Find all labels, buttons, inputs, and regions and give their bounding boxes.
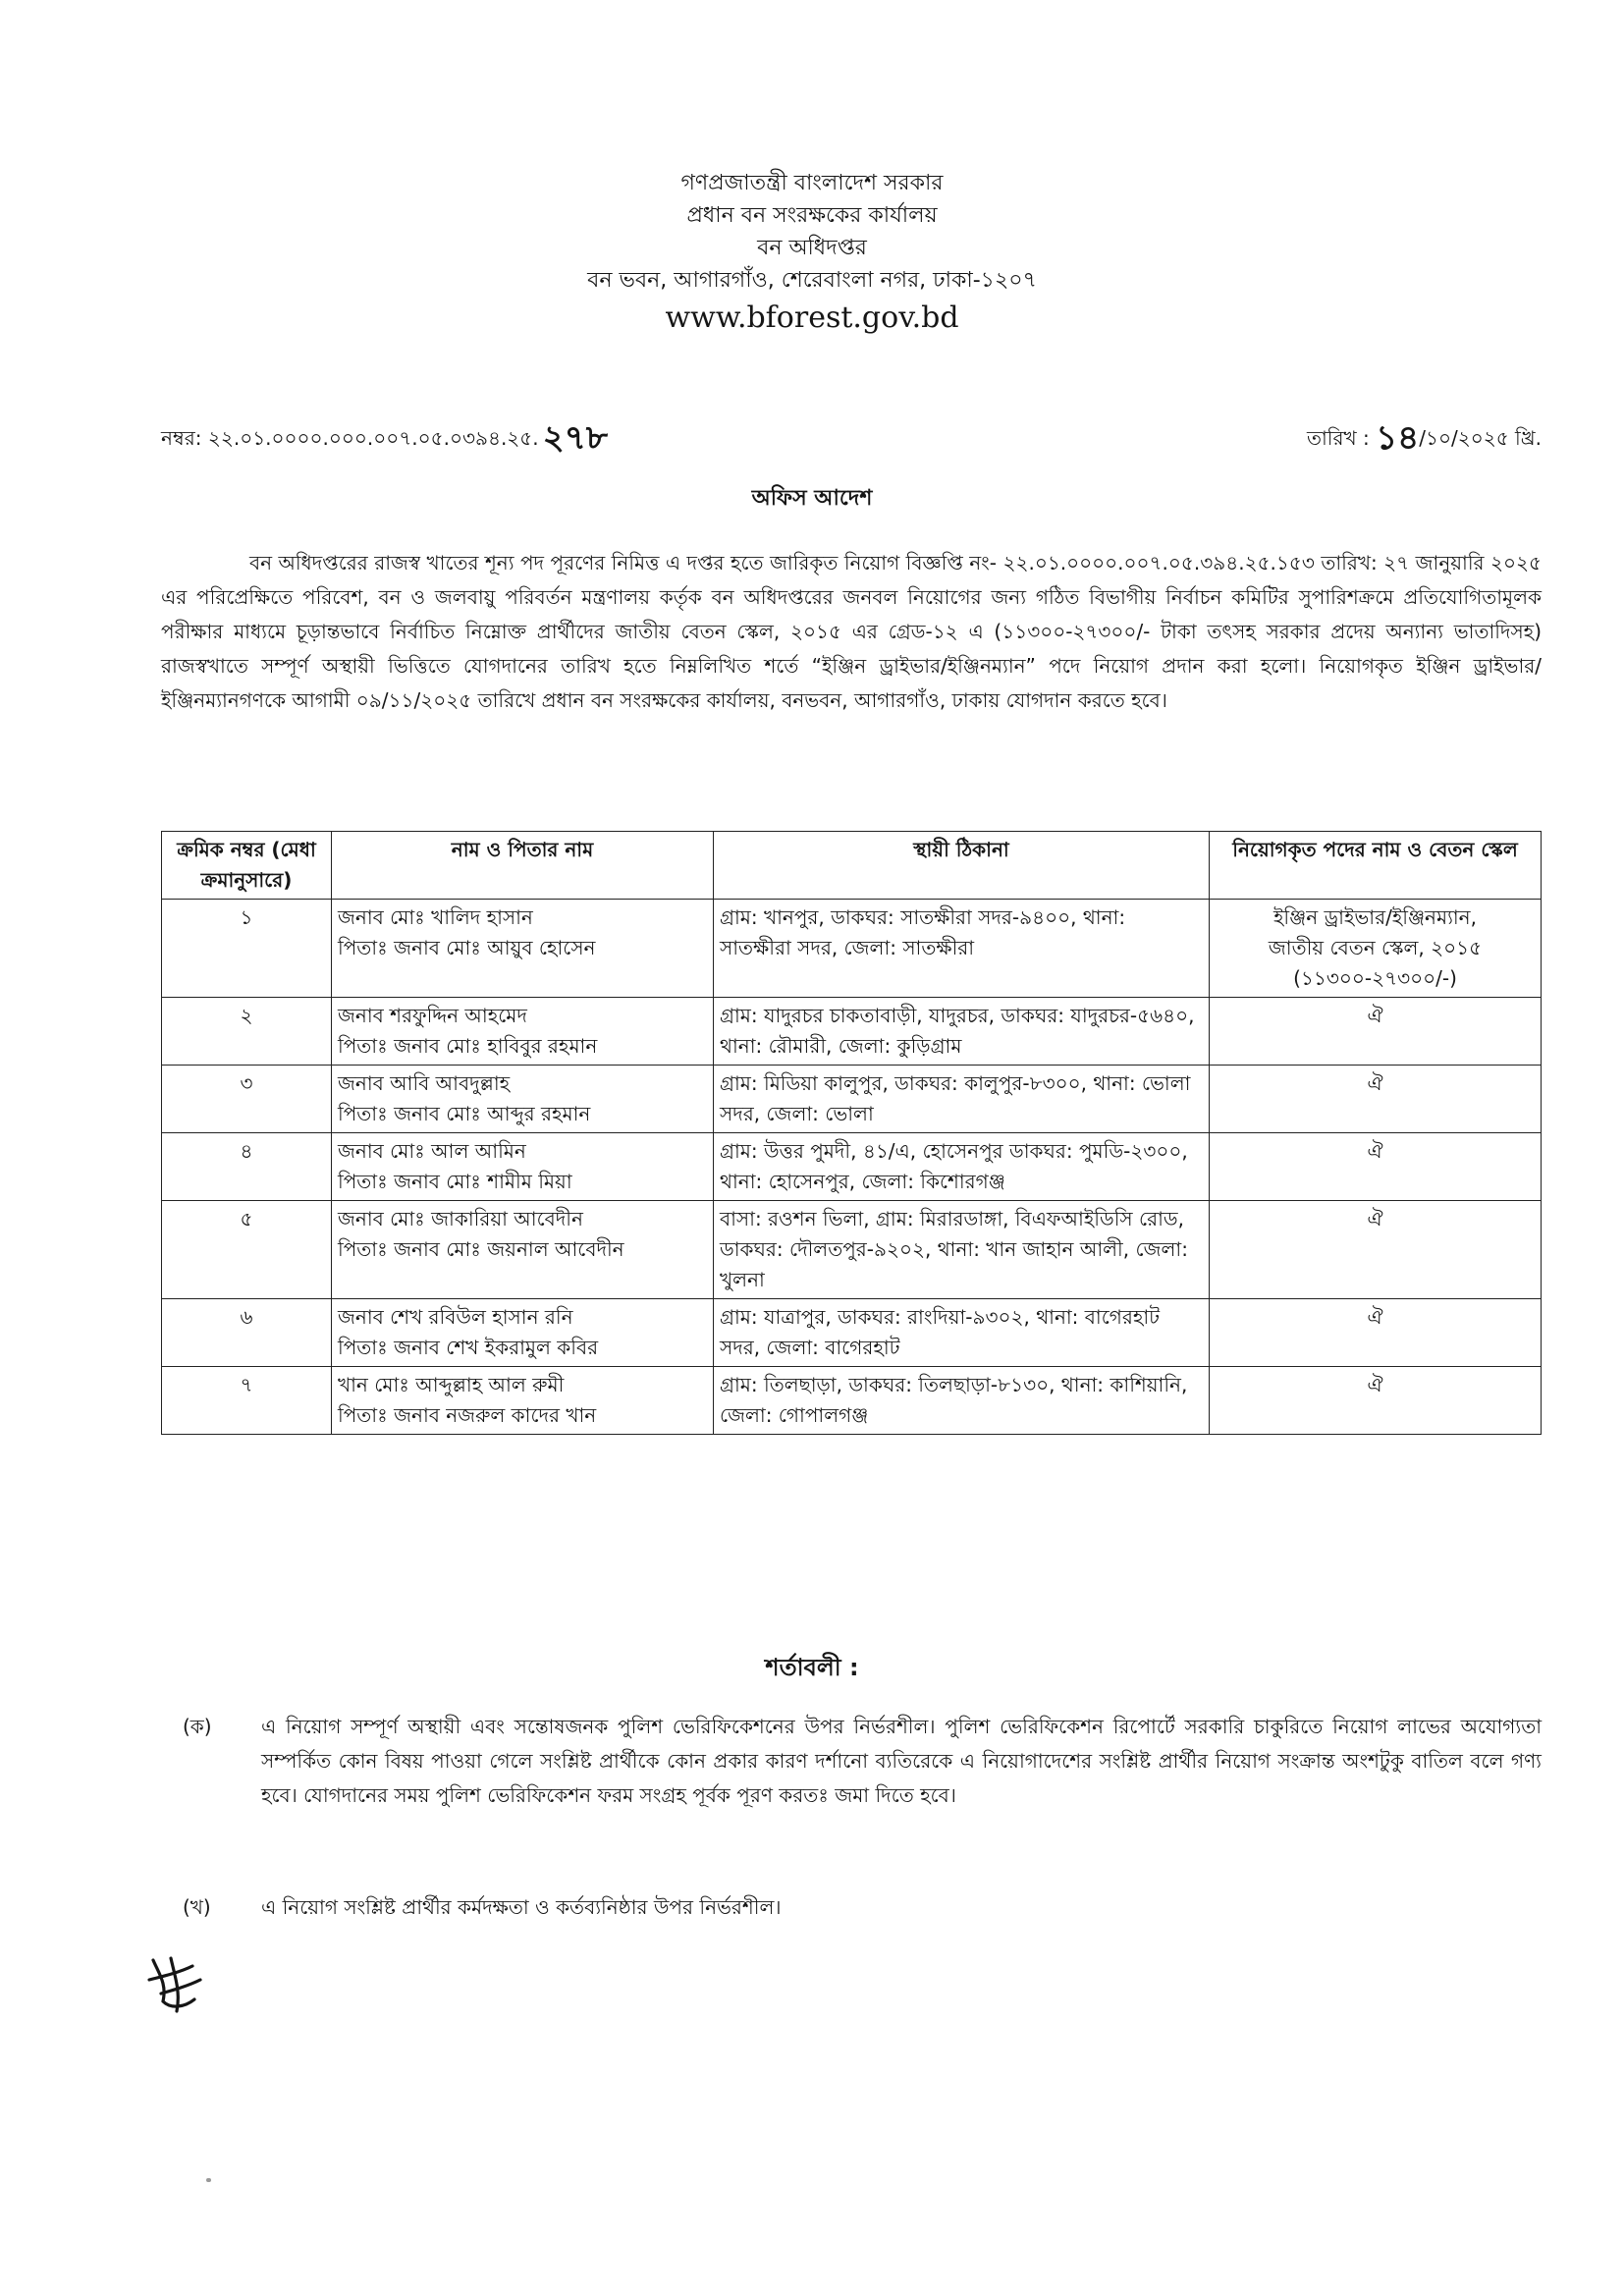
serial-cell: ৪ bbox=[162, 1133, 332, 1201]
condition-label: (ক) bbox=[183, 1715, 212, 1738]
father-name: পিতাঃ জনাব মোঃ আব্দুর রহমান bbox=[338, 1102, 591, 1125]
govt-name: গণপ্রজাতন্ত্রী বাংলাদেশ সরকার bbox=[680, 171, 944, 195]
memo-date bbox=[1307, 412, 1542, 468]
office-address: বন ভবন, আগারগাঁও, শেরেবাংলা নগর, ঢাকা-১২০৭ bbox=[587, 268, 1037, 293]
post-title: ইঞ্জিন ড্রাইভার/ইঞ্জিনম্যান, bbox=[1273, 905, 1477, 929]
candidate-name: জনাব শরফুদ্দিন আহমেদ bbox=[338, 1004, 527, 1027]
post-cell: ঐ bbox=[1210, 998, 1542, 1066]
memo-handwritten-number: ২৭৮ bbox=[542, 418, 608, 458]
candidate-name: খান মোঃ আব্দুল্লাহ আল রুমী bbox=[338, 1373, 565, 1396]
name-cell bbox=[332, 1066, 714, 1133]
condition-label: (খ) bbox=[183, 1895, 211, 1919]
pay-scale-name: জাতীয় বেতন স্কেল, ২০১৫ bbox=[1268, 936, 1483, 959]
scan-speck bbox=[206, 2178, 211, 2182]
order-body: বন অধিদপ্তরের রাজস্ব খাতের শূন্য পদ পূরণের নিমিত্ত এ দপ্তর হতে জারিকৃত নিয়োগ বিজ্ঞপ্তি নং- ২২.০১.০০০০.০০৭.০৫.৩৯৪.২৫.১৫৩ তারিখ: ২৭ জানুয়ারি ২০২৫ এর পরিপ্রেক্ষিতে পরিবেশ, বন ও জলবায়ু পরিবর্তন মন্ত্রণালয় কর্তৃক বন অধিদপ্তরের জনবল নিয়োগের জন্য গঠিত বিভাগীয় নির্বাচন কমিটির সুপারিশক্রমে প্রতিযোগিতামূলক পরীক্ষার মাধ্যমে চূড়ান্তভাবে নির্বাচিত নিম্নোক্ত প্রার্থীদের জাতীয় বেতন স্কেল, ২০১৫ এর গ্রেড-১২ এ (১১৩০০-২৭৩০০/- টাকা তৎসহ সরকার প্রদেয় অন্যান্য ভাতাদিসহ) রাজস্বখাতে সম্পূর্ণ অস্থায়ী ভিত্তিতে যোগদানের তারিখ হতে নিম্নলিখিত শর্তে “ইঞ্জিন ড্রাইভার/ইঞ্জিনম্যান” পদে নিয়োগ প্রদান করা হলো। নিয়োগকৃত ইঞ্জিন ড্রাইভার/ইঞ্জিনম্যানগণকে আগামী ০৯/১১/২০২৫ তারিখে প্রধান বন সংরক্ষকের কার্যালয়, বনভবন, আগারগাঁও, ঢাকায় যোগদান করতে হবে। bbox=[161, 551, 1542, 712]
post-cell: ঐ bbox=[1210, 1299, 1542, 1367]
appointee-table bbox=[161, 831, 1542, 1435]
post-cell bbox=[1210, 900, 1542, 998]
condition-text: এ নিয়োগ সম্পূর্ণ অস্থায়ী এবং সন্তোষজনক পুলিশ ভেরিফিকেশনের উপর নির্ভরশীল। পুলিশ ভেরিফিকেশন রিপোর্টে সরকারি চাকুরিতে নিয়োগ লাভের অযোগ্যতা সম্পর্কিত কোন বিষয় পাওয়া গেলে সংশ্লিষ্ট প্রার্থীকে কোন প্রকার কারণ দর্শানো ব্যতিরেকে এ নিয়োগাদেশের সংশ্লিষ্ট প্রার্থীর নিয়োগ সংক্রান্ত অংশটুকু বাতিল বলে গণ্য হবে। যোগদানের সময় পুলিশ ভেরিফিকেশন ফরম সংগ্রহ পূর্বক পূরণ করতঃ জমা দিতে হবে। bbox=[261, 1715, 1542, 1807]
conditions-title: শর্তাবলী : bbox=[765, 1654, 859, 1681]
father-name: পিতাঃ জনাব মোঃ আয়ুব হোসেন bbox=[338, 936, 596, 959]
father-name: পিতাঃ জনাব নজরুল কাদের খান bbox=[338, 1403, 597, 1427]
department-name: বন অধিদপ্তর bbox=[757, 236, 867, 260]
document-title: অফিস আদেশ bbox=[751, 486, 873, 511]
col-name-header: নাম ও পিতার নাম bbox=[332, 832, 714, 900]
table-row bbox=[162, 998, 1542, 1066]
address-cell: গ্রাম: যাত্রাপুর, ডাকঘর: রাংদিয়া-৯৩০২, থানা: বাগেরহাট সদর, জেলা: বাগেরহাট bbox=[714, 1299, 1210, 1367]
table-row bbox=[162, 1066, 1542, 1133]
date-day-handwritten: ১৪ bbox=[1376, 418, 1420, 458]
table-row bbox=[162, 1201, 1542, 1299]
post-cell: ঐ bbox=[1210, 1133, 1542, 1201]
table-row bbox=[162, 1133, 1542, 1201]
father-name: পিতাঃ জনাব শেখ ইকরামুল কবির bbox=[338, 1336, 599, 1359]
table-row bbox=[162, 1299, 1542, 1367]
date-rest: /১০/২০২৫ খ্রি. bbox=[1419, 426, 1542, 450]
post-cell: ঐ bbox=[1210, 1201, 1542, 1299]
condition-item bbox=[183, 1710, 1542, 1813]
col-serial-header: ক্রমিক নম্বর (মেধা ক্রমানুসারে) bbox=[162, 832, 332, 900]
website-link[interactable]: www.bforest.gov.bd bbox=[665, 301, 959, 335]
serial-cell: ৫ bbox=[162, 1201, 332, 1299]
candidate-name: জনাব শেখ রবিউল হাসান রনি bbox=[338, 1305, 573, 1329]
name-cell bbox=[332, 998, 714, 1066]
address-cell: গ্রাম: খানপুর, ডাকঘর: সাতক্ষীরা সদর-৯৪০০, থানা: সাতক্ষীরা সদর, জেলা: সাতক্ষীরা bbox=[714, 900, 1210, 998]
name-cell bbox=[332, 1299, 714, 1367]
name-cell bbox=[332, 1367, 714, 1435]
post-cell: ঐ bbox=[1210, 1367, 1542, 1435]
memo-label: নম্বর: bbox=[161, 426, 202, 450]
office-name: প্রধান বন সংরক্ষকের কার্যালয় bbox=[686, 203, 938, 228]
serial-cell: ৬ bbox=[162, 1299, 332, 1367]
col-address-header: স্থায়ী ঠিকানা bbox=[714, 832, 1210, 900]
name-cell bbox=[332, 1201, 714, 1299]
table-row bbox=[162, 1367, 1542, 1435]
post-cell: ঐ bbox=[1210, 1066, 1542, 1133]
memo-number-value: ২২.০১.০০০০.০০০.০০৭.০৫.০৩৯৪.২৫. bbox=[207, 426, 539, 450]
candidate-name: জনাব মোঃ খালিদ হাসান bbox=[338, 905, 533, 929]
candidate-name: জনাব আবি আবদুল্লাহ bbox=[338, 1071, 511, 1095]
condition-item bbox=[183, 1890, 1542, 1925]
serial-cell: ১ bbox=[162, 900, 332, 998]
father-name: পিতাঃ জনাব মোঃ জয়নাল আবেদীন bbox=[338, 1237, 624, 1261]
condition-text: এ নিয়োগ সংশ্লিষ্ট প্রার্থীর কর্মদক্ষতা ও কর্তব্যনিষ্ঠার উপর নির্ভরশীল। bbox=[261, 1895, 782, 1919]
address-cell: গ্রাম: যাদুরচর চাকতাবাড়ী, যাদুরচর, ডাকঘর: যাদুরচর-৫৬৪০, থানা: রৌমারী, জেলা: কুড়িগ্রাম bbox=[714, 998, 1210, 1066]
serial-cell: ২ bbox=[162, 998, 332, 1066]
date-label: তারিখ : bbox=[1306, 426, 1370, 450]
candidate-name: জনাব মোঃ আল আমিন bbox=[338, 1139, 526, 1163]
father-name: পিতাঃ জনাব মোঃ হাবিবুর রহমান bbox=[338, 1034, 598, 1058]
reference-line bbox=[161, 407, 1542, 458]
letterhead bbox=[0, 167, 1624, 335]
address-cell: গ্রাম: তিলছাড়া, ডাকঘর: তিলছাড়া-৮১৩০, থানা: কাশিয়ানি, জেলা: গোপালগঞ্জ bbox=[714, 1367, 1210, 1435]
initial-signature bbox=[141, 1950, 220, 2019]
serial-cell: ৩ bbox=[162, 1066, 332, 1133]
memo-number bbox=[161, 412, 608, 468]
address-cell: বাসা: রওশন ভিলা, গ্রাম: মিরারডাঙ্গা, বিএফআইডিসি রোড, ডাকঘর: দৌলতপুর-৯২০২, থানা: খান জাহান আলী, জেলা: খুলনা bbox=[714, 1201, 1210, 1299]
father-name: পিতাঃ জনাব মোঃ শামীম মিয়া bbox=[338, 1170, 572, 1193]
col-post-header: নিয়োগকৃত পদের নাম ও বেতন স্কেল bbox=[1210, 832, 1542, 900]
name-cell bbox=[332, 900, 714, 998]
serial-cell: ৭ bbox=[162, 1367, 332, 1435]
table-row bbox=[162, 900, 1542, 998]
pay-scale-range: (১১৩০০-২৭৩০০/-) bbox=[1293, 966, 1457, 990]
table-header-row bbox=[162, 832, 1542, 900]
address-cell: গ্রাম: মিডিয়া কালুপুর, ডাকঘর: কালুপুর-৮৩০০, থানা: ভোলা সদর, জেলা: ভোলা bbox=[714, 1066, 1210, 1133]
address-cell: গ্রাম: উত্তর পুমদী, ৪১/এ, হোসেনপুর ডাকঘর: পুমডি-২৩০০, থানা: হোসেনপুর, জেলা: কিশোরগঞ্জ bbox=[714, 1133, 1210, 1201]
candidate-name: জনাব মোঃ জাকারিয়া আবেদীন bbox=[338, 1207, 583, 1230]
name-cell bbox=[332, 1133, 714, 1201]
